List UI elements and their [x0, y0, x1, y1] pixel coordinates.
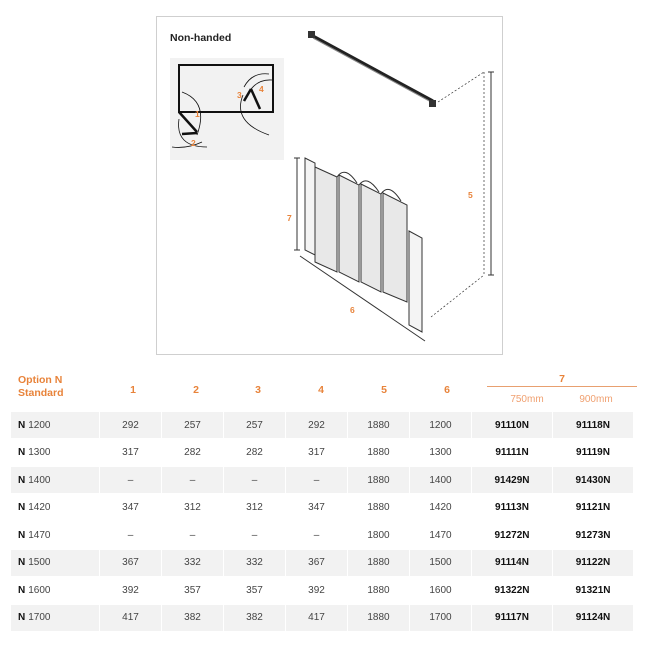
cell-c1: 417: [100, 605, 161, 631]
option-size: 1400: [28, 474, 51, 486]
cell-c900: 91122N: [553, 550, 633, 576]
table-row: [11, 577, 643, 605]
col-header-900: 900mm: [579, 394, 613, 405]
option-prefix: N: [18, 612, 26, 623]
cell-c3: 357: [246, 584, 263, 596]
cell-c900: 91321N: [575, 584, 611, 596]
table-row: [11, 440, 643, 468]
cell-c1: –: [100, 467, 161, 493]
cell-c750: 91272N: [494, 529, 530, 541]
cell-c6: 1400: [410, 467, 471, 493]
option-cell: [11, 522, 99, 548]
cell-c750: 91429N: [472, 467, 552, 493]
cell-c1: 292: [100, 412, 161, 438]
cell-c6: 1500: [410, 550, 471, 576]
cell-c2: –: [189, 529, 196, 541]
table-row: [11, 412, 643, 440]
option-prefix: N: [18, 584, 26, 596]
shower-screen-illustration: [157, 17, 504, 356]
cell-c2: 257: [162, 412, 223, 438]
option-cell: [11, 550, 99, 576]
cell-c750: 91111N: [495, 447, 529, 458]
cell-c4: 292: [286, 412, 347, 438]
col-header-7: 7: [559, 373, 565, 385]
col-header-1: 1: [130, 384, 136, 396]
plan-label-2: 2: [191, 138, 196, 148]
col-header-7-divider: [487, 386, 637, 387]
cell-c2: 357: [184, 584, 201, 596]
col-header-750: 750mm: [510, 394, 544, 405]
plan-label-4: 4: [259, 84, 264, 94]
option-size: 1200: [28, 419, 51, 431]
cell-c6: 1700: [410, 605, 471, 631]
option-header: [18, 374, 64, 400]
cell-c2: 282: [184, 447, 201, 458]
cell-c4: 392: [308, 584, 325, 596]
cell-c900: 91124N: [553, 605, 633, 631]
option-prefix: N: [18, 557, 26, 568]
cell-c6: 1600: [429, 584, 452, 596]
cell-c2: –: [162, 467, 223, 493]
cell-c750: 91110N: [472, 412, 552, 438]
table-row: [11, 522, 643, 550]
dim-label-6: 6: [350, 305, 355, 315]
cell-c3: –: [224, 467, 285, 493]
plan-label-1: 1: [195, 109, 200, 119]
cell-c4: 347: [308, 502, 325, 513]
cell-c1: 367: [100, 550, 161, 576]
option-cell: [11, 440, 99, 466]
cell-c4: 367: [286, 550, 347, 576]
option-prefix: N: [18, 474, 26, 486]
cell-c5: 1880: [348, 467, 409, 493]
diagram-title: Non-handed: [170, 32, 232, 44]
cell-c750: 91114N: [472, 550, 552, 576]
dim-label-5: 5: [468, 190, 473, 200]
cell-c3: 312: [246, 502, 263, 513]
dimensions-table: [11, 370, 643, 632]
cell-c750: 91322N: [494, 584, 530, 596]
cell-c2: 382: [162, 605, 223, 631]
rail-icon: [308, 31, 436, 107]
table-row: [11, 467, 643, 495]
option-size: 1600: [28, 584, 51, 596]
table-header: [11, 370, 643, 412]
option-header-line2: Standard: [18, 387, 64, 399]
cell-c750: 91117N: [472, 605, 552, 631]
cell-c6: 1300: [429, 447, 452, 458]
cell-c750: 91113N: [495, 502, 529, 513]
option-size: 1700: [28, 612, 51, 623]
cell-c5: 1880: [367, 447, 390, 458]
option-cell: [11, 495, 99, 521]
cell-c5: 1880: [367, 502, 390, 513]
option-prefix: N: [18, 529, 26, 541]
option-cell: [11, 467, 99, 493]
table-row: [11, 495, 643, 523]
option-size: 1420: [28, 502, 51, 513]
option-prefix: N: [18, 447, 26, 458]
cell-c5: 1800: [367, 529, 390, 541]
table-row: [11, 550, 643, 578]
cell-c4: –: [286, 467, 347, 493]
option-prefix: N: [18, 419, 26, 431]
plan-label-3: 3: [237, 90, 242, 100]
col-header-5: 5: [381, 384, 387, 396]
cell-c900: 91121N: [575, 502, 611, 513]
cell-c900: 91118N: [553, 412, 633, 438]
cell-c900: 91273N: [575, 529, 611, 541]
option-size: 1300: [28, 447, 51, 458]
plan-view-icon: [172, 65, 273, 147]
cell-c3: 332: [224, 550, 285, 576]
cell-c6: 1470: [429, 529, 452, 541]
col-header-2: 2: [193, 384, 199, 396]
col-header-3: 3: [255, 384, 261, 396]
cell-c4: 417: [286, 605, 347, 631]
option-cell: [11, 577, 99, 603]
cell-c4: –: [313, 529, 320, 541]
cell-c5: 1880: [348, 412, 409, 438]
option-size: 1470: [28, 529, 51, 541]
col-header-6: 6: [444, 384, 450, 396]
option-cell: [11, 605, 99, 631]
col-header-4: 4: [318, 384, 324, 396]
cell-c5: 1880: [348, 550, 409, 576]
cell-c3: 282: [246, 447, 263, 458]
cell-c3: –: [251, 529, 258, 541]
cell-c1: –: [127, 529, 134, 541]
cell-c5: 1880: [367, 584, 390, 596]
cell-c3: 382: [224, 605, 285, 631]
height-dimension-icon: [431, 72, 494, 317]
cell-c4: 317: [308, 447, 325, 458]
table-row: [11, 605, 643, 633]
cell-c1: 392: [122, 584, 139, 596]
cell-c900: 91119N: [576, 447, 610, 458]
cell-c2: 312: [184, 502, 201, 513]
cell-c6: 1420: [429, 502, 452, 513]
cell-c5: 1880: [348, 605, 409, 631]
option-header-line1: Option N: [18, 374, 63, 386]
option-size: 1500: [28, 557, 51, 568]
dim-label-7: 7: [287, 213, 292, 223]
cell-c1: 347: [122, 502, 139, 513]
option-cell: [11, 412, 99, 438]
cell-c2: 332: [162, 550, 223, 576]
cell-c1: 317: [122, 447, 139, 458]
cell-c3: 257: [224, 412, 285, 438]
folding-screen-icon: [305, 158, 422, 332]
product-diagram: [156, 16, 503, 355]
cell-c900: 91430N: [553, 467, 633, 493]
cell-c6: 1200: [410, 412, 471, 438]
option-prefix: N: [18, 502, 26, 513]
